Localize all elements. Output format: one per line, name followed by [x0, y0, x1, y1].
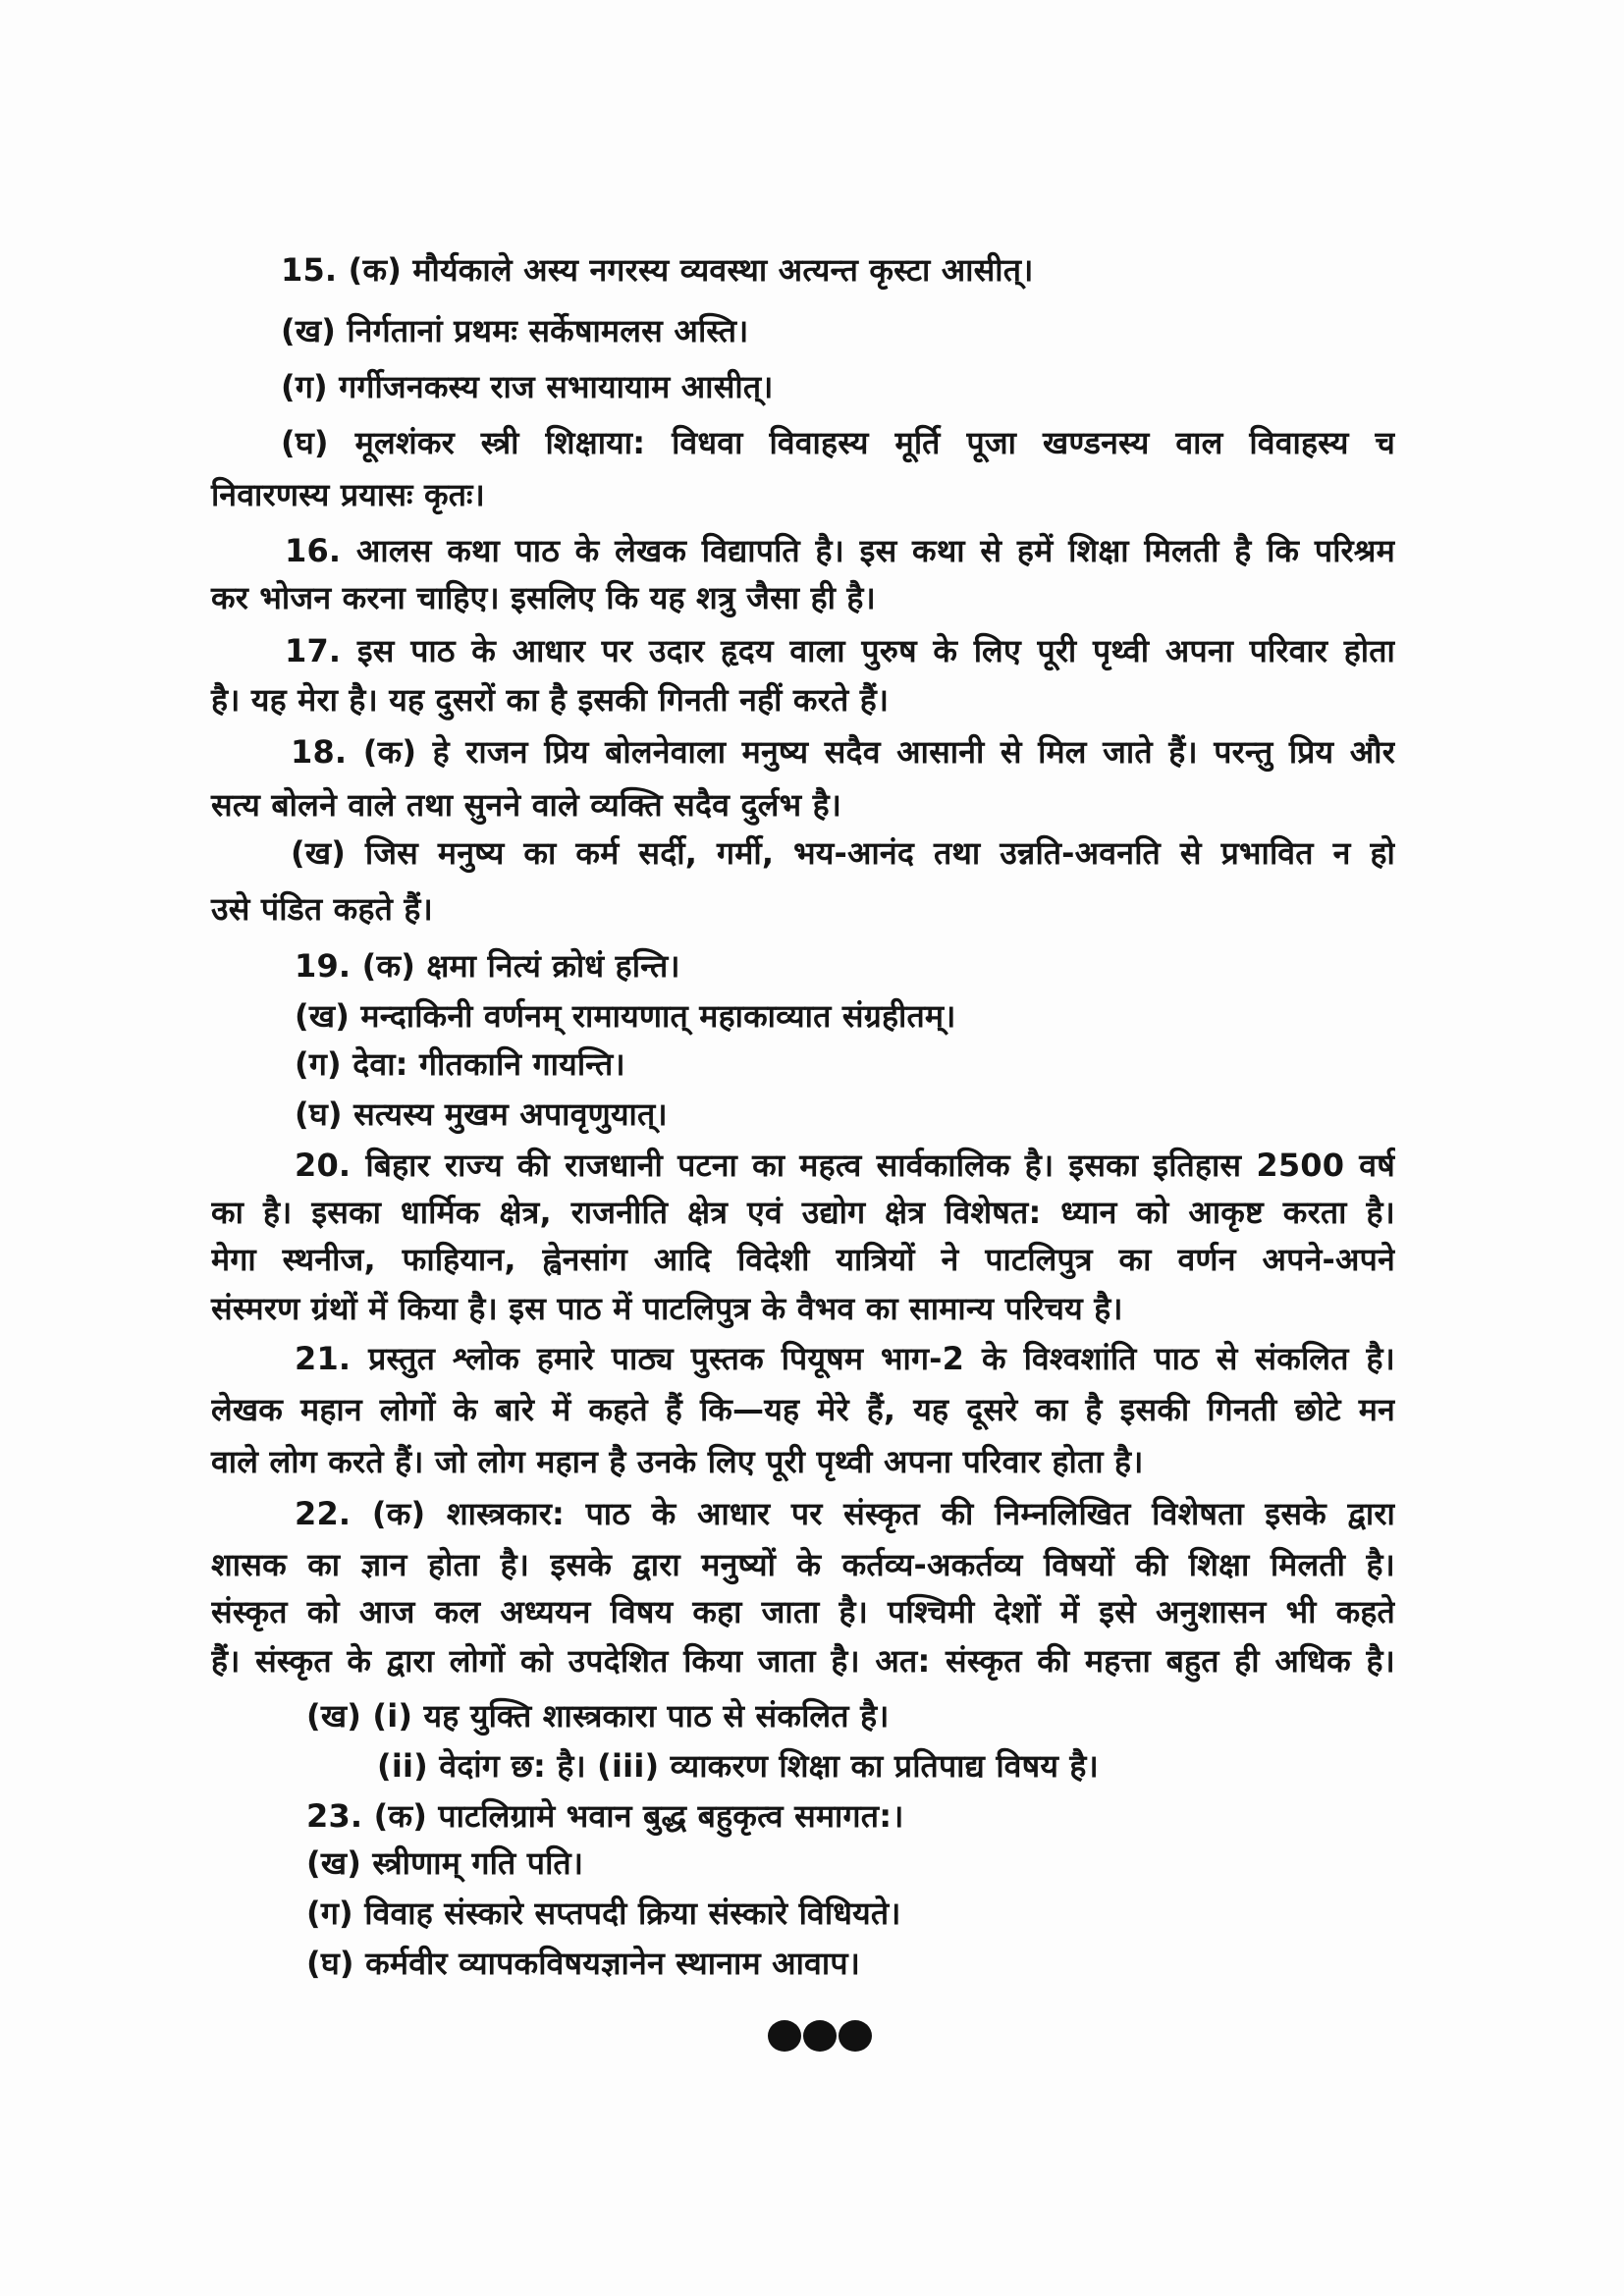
answer-22-ka-cont-1: शासक का ज्ञान होता है। इसके द्वारा मनुष्यों के कर्तव्य-अकर्तव्य विषयों की शिक्षा मिलती है।: [211, 1546, 1395, 1583]
answer-18-kha: (ख) जिस मनुष्य का कर्म सर्दी, गर्मी, भय-आनंद तथा उन्नति-अवनति से प्रभावित न हो: [291, 834, 1395, 872]
answer-19-ga: (ग) देवा: गीतकानि गायन्ति।: [295, 1045, 625, 1083]
answer-16-cont: कर भोजन करना चाहिए। इसलिए कि यह शत्रु जैसा ही है।: [211, 579, 876, 616]
answer-20: 20. बिहार राज्य की राजधानी पटना का महत्व सार्वकालिक है। इसका इतिहास 2500 वर्ष: [295, 1147, 1395, 1184]
answer-15-kha: (ख) निर्गतानां प्रथमः सर्केषामलस अस्ति।: [281, 312, 749, 349]
answer-22-kha-i: (ख) (i) यह युक्ति शास्त्रकारा पाठ से संकलित है।: [306, 1697, 890, 1735]
answer-17: 17. इस पाठ के आधार पर उदार हृदय वाला पुरुष के लिए पूरी पृथ्वी अपना परिवार होता: [285, 632, 1395, 669]
answer-23-gha: (घ) कर्मवीर व्यापकविषयज्ञानेन स्थानाम आवाप।: [306, 1945, 861, 1982]
answer-20-cont-2: मेगा स्थनीज, फाहियान, ह्वेनसांग आदि विदेशी यात्रियों ने पाटलिपुत्र का वर्णन अपने-अपने: [211, 1241, 1395, 1278]
end-marker-dots: [768, 2020, 872, 2052]
answer-17-cont: है। यह मेरा है। यह दुसरों का है इसकी गिनती नहीं करते हैं।: [211, 681, 890, 719]
answer-21-cont-1: लेखक महान लोगों के बारे में कहते हैं कि—यह मेरे हैं, यह दूसरे का है इसकी गिनती छोटे मन: [211, 1391, 1395, 1428]
end-dot: [839, 2020, 872, 2052]
answer-15-gha-cont: निवारणस्य प्रयासः कृतः।: [211, 476, 486, 513]
answer-19-gha: (घ) सत्यस्य मुखम अपावृणुयात्।: [295, 1095, 668, 1133]
end-dot: [803, 2020, 837, 2052]
answer-18-ka: 18. (क) हे राजन प्रिय बोलनेवाला मनुष्य सदैव आसानी से मिल जाते हैं। परन्तु प्रिय और: [291, 733, 1395, 771]
answer-16: 16. आलस कथा पाठ के लेखक विद्यापति है। इस कथा से हमें शिक्षा मिलती है कि परिश्रम: [285, 532, 1395, 569]
answer-22-ka-cont-2: संस्कृत को आज कल अध्ययन विषय कहा जाता है। पश्चिमी देशों में इसे अनुशासन भी कहते: [211, 1593, 1395, 1630]
answer-18-ka-cont: सत्य बोलने वाले तथा सुनने वाले व्यक्ति सदैव दुर्लभ है।: [211, 786, 842, 824]
answer-19-ka: 19. (क) क्षमा नित्यं क्रोधं हन्ति।: [295, 947, 680, 985]
answer-22-ka-cont-3: हैं। संस्कृत के द्वारा लोगों को उपदेशित किया जाता है। अत: संस्कृत की महत्ता बहुत ही अधिक है।: [211, 1642, 1395, 1680]
answer-22-ka: 22. (क) शास्त्रकार: पाठ के आधार पर संस्कृत की निम्नलिखित विशेषता इसके द्वारा: [295, 1495, 1395, 1532]
answer-18-kha-cont: उसे पंडित कहते हैं।: [211, 890, 433, 928]
answer-23-ga: (ग) विवाह संस्कारे सप्तपदी क्रिया संस्कारे विधियते।: [306, 1895, 901, 1932]
answer-21-cont-2: वाले लोग करते हैं। जो लोग महान है उनके लिए पूरी पृथ्वी अपना परिवार होता है।: [211, 1443, 1144, 1480]
answer-23-kha: (ख) स्त्रीणाम् गति पति।: [306, 1844, 584, 1882]
answer-15-ga: (ग) गर्गीजनकस्य राज सभायायाम आसीत्।: [281, 368, 774, 405]
answer-22-kha-ii-iii: (ii) वेदांग छ: है। (iii) व्याकरण शिक्षा का प्रतिपाद्य विषय है।: [377, 1747, 1099, 1785]
answer-23-ka: 23. (क) पाटलिग्रामे भवान बुद्ध बहुकृत्व समागत:।: [306, 1797, 904, 1835]
answer-20-cont-1: का है। इसका धार्मिक क्षेत्र, राजनीति क्षेत्र एवं उद्योग क्षेत्र विशेषत: ध्यान को आकृष्ट करता है।: [211, 1194, 1395, 1231]
answer-19-kha: (ख) मन्दाकिनी वर्णनम् रामायणात् महाकाव्यात संग्रहीतम्।: [295, 997, 956, 1035]
answer-15-ka: 15. (क) मौर्यकाले अस्य नगरस्य व्यवस्था अत्यन्त कृस्टा आसीत्।: [281, 251, 1034, 289]
answer-21: 21. प्रस्तुत श्लोक हमारे पाठ्य पुस्तक पियूषम भाग-2 के विश्वशांति पाठ से संकलित है।: [295, 1340, 1395, 1377]
answer-15-gha: (घ) मूलशंकर स्त्री शिक्षाया: विधवा विवाहस्य मूर्ति पूजा खण्डनस्य वाल विवाहस्य च: [281, 424, 1395, 461]
answer-20-cont-3: संस्मरण ग्रंथों में किया है। इस पाठ में पाटलिपुत्र के वैभव का सामान्य परिचय है।: [211, 1290, 1123, 1327]
end-dot: [768, 2020, 801, 2052]
